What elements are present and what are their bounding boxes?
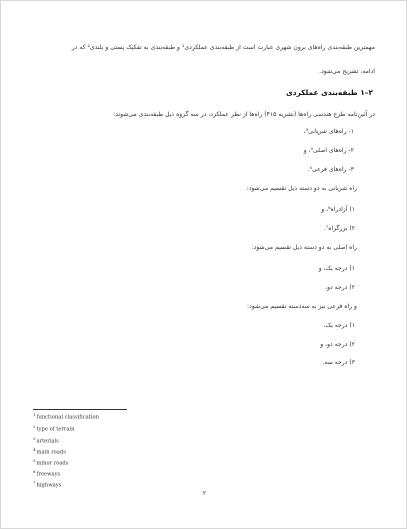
intro-line-1: مهمترین طبقه‌بندی راه‌های برون شهری عبارت است از طبقه‌بندی عملکردی¹ و طبقه‌بندی به تفکیک پستی و بلندی² که در <box>71 44 375 51</box>
list-item-main-grade-1: ۱) درجه یک، و <box>318 265 355 272</box>
page-number: ۲ <box>202 490 207 497</box>
list-item-main-grade-2: ۲) درجه دو. <box>325 284 355 291</box>
footnote-6: $^6$freeways <box>33 469 61 478</box>
list-item-minor-grade-3: ۳) درجه سه. <box>322 359 355 366</box>
main-road-intro: راه اصلی به دو دسته ذیل تقسیم می‌شود: <box>251 244 357 251</box>
list-item-minor-grade-2: ۲) درجه دو، و <box>320 341 355 348</box>
list-item-highway: ۲) بزرگراه⁷. <box>323 225 355 232</box>
intro-line-2: ادامه، تشریح می‌شود. <box>319 68 375 75</box>
footnote-1: $^1$functional classification <box>33 412 99 421</box>
footnote-7: $^7$highways <box>33 480 62 489</box>
list-item-main: ۲- راه‌های اصلی⁴، و <box>303 147 354 154</box>
footnote-divider <box>33 409 127 410</box>
footnote-3: $^3$arterials <box>33 436 59 445</box>
footnote-4: $^4$main roads <box>33 447 66 456</box>
list-item-arterial: ۱- راه‌های شریانی³، <box>303 128 354 135</box>
minor-road-intro: و راه فرعی نیز به سه‌دسته تقسیم می‌شود: <box>247 303 357 310</box>
arterial-intro: راه شریانی به دو دسته ذیل تقسیم می‌شود: <box>246 185 357 192</box>
section-heading: ۲–۱ طبقه‌بندی عملکردی <box>286 88 373 97</box>
list-item-minor: ۳- راه‌های فرعی⁵. <box>307 166 354 173</box>
footnote-5: $^5$minor roads <box>33 458 69 467</box>
paragraph-classification: در آئین‌نامه طرح هندسی راه‌ها (نشریه ۴۱۵) راه‌ها از نظر عملکرد، در سه گروه ذیل طبقه‌بندی می‌شوند: <box>113 111 375 118</box>
list-item-freeway: ۱) آزادراه⁶، و <box>321 206 355 213</box>
list-item-minor-grade-1: ۱) درجه یک، <box>323 322 355 329</box>
footnote-2: $^2$type of terrain <box>33 424 75 433</box>
